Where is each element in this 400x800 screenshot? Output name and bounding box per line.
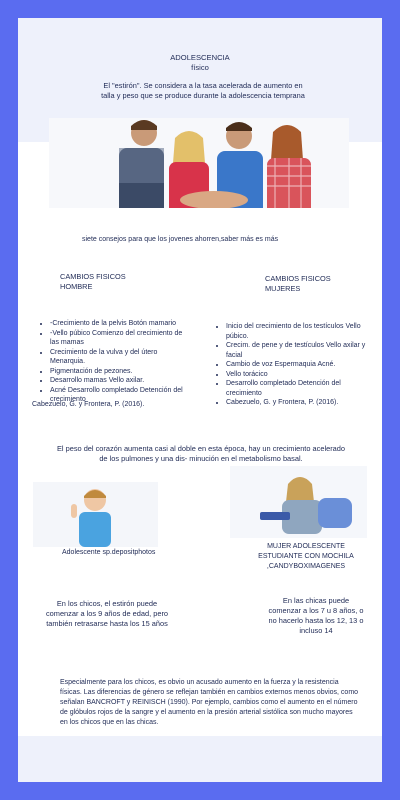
boys-changes-list <box>38 319 186 405</box>
boy-photo <box>33 482 158 547</box>
list-item: • Acné Desarrollo completado Detención del crecimiento <box>50 386 186 405</box>
list-item: • Cabezuelo, G. y Frontera, P. (2016). <box>226 398 366 408</box>
girls-heading-line2: MUJERES <box>265 284 301 293</box>
girls-growth-text: En las chicas puede comenzar a los 7 u 8 años, o no hacerlo hasta los 12, 13 o incluso 14 <box>268 596 364 635</box>
closing-paragraph: Especialmente para los chicos, es obvio un acusado aumento en la fuerza y la resistencia físicas. Las diferencias de género se reflejan también en cambios externos menos obvios, como señalan BANCROFT y REINISCH (1990). Por ejemplo, cambios como el aumento en el número de glóbulos rojos de la sangre y el aumento en la presión arterial sistólica son mucho mayores en los chicos que en las chicas. <box>60 679 359 726</box>
list-item: • Crecimiento de la vulva y del útero Menarquia. <box>50 348 186 367</box>
girls-heading-line1: CAMBIOS FISICOS <box>265 274 331 283</box>
list-item: • Desarrollo completado Detención del crecimiento <box>226 379 366 398</box>
girls-changes-list <box>214 322 366 408</box>
boys-heading-line2: HOMBRE <box>60 282 93 291</box>
boy-illustration <box>33 482 158 547</box>
document-page <box>18 18 382 782</box>
intro-text: El "estirón". Se considera a la tasa acelerada de aumento en talla y peso que se produce durante la adolescencia temprana <box>101 81 305 100</box>
list-item: • Pigmentación de pezones. <box>50 367 186 377</box>
heart-lungs-text: El peso del corazón aumenta casi al doble en esta época, hay un crecimiento acelerado de los pulmones y una dis- minución en el metabolismo basal. <box>56 444 345 463</box>
list-item: • -Vello púbico Comienzo del crecimiento de las mamas <box>50 329 186 348</box>
photo-caption: siete consejos para que los jovenes ahorren,saber más es más <box>82 236 279 243</box>
boys-heading-line1: CAMBIOS FISICOS <box>60 272 126 281</box>
boy-photo-caption: Adolescente sp.depositphotos <box>62 549 156 556</box>
girl-illustration <box>230 466 367 538</box>
girl-photo-caption: MUJER ADOLESCENTE ESTUDIANTE CON MOCHILA ,CANDYBOXIMAGENES <box>258 543 354 570</box>
list-item: • Vello torácico <box>226 370 366 380</box>
caption-band <box>18 208 382 232</box>
boys-citation: Cabezuelo, G. y Frontera, P. (2016). <box>32 401 145 408</box>
girl-photo <box>230 466 367 538</box>
list-item: • Crecim. de pene y de testículos Vello axilar y facial <box>226 341 366 360</box>
footer-band <box>18 736 382 782</box>
boys-growth-text: En los chicos, el estirón puede comenzar a los 9 años de edad, pero también retrasarse hasta los 15 años <box>45 599 169 628</box>
list-item: • -Crecimiento de la pelvis Botón mamario <box>50 319 186 329</box>
title-line2: físico <box>191 63 209 72</box>
title-line1: ADOLESCENCIA <box>170 53 230 62</box>
list-item: • Desarrollo mamas Vello axilar. <box>50 376 186 386</box>
list-item: • Cambio de voz Espermaquia Acné. <box>226 360 366 370</box>
list-item: • Inicio del crecimiento de los testículos Vello púbico. <box>226 322 366 341</box>
